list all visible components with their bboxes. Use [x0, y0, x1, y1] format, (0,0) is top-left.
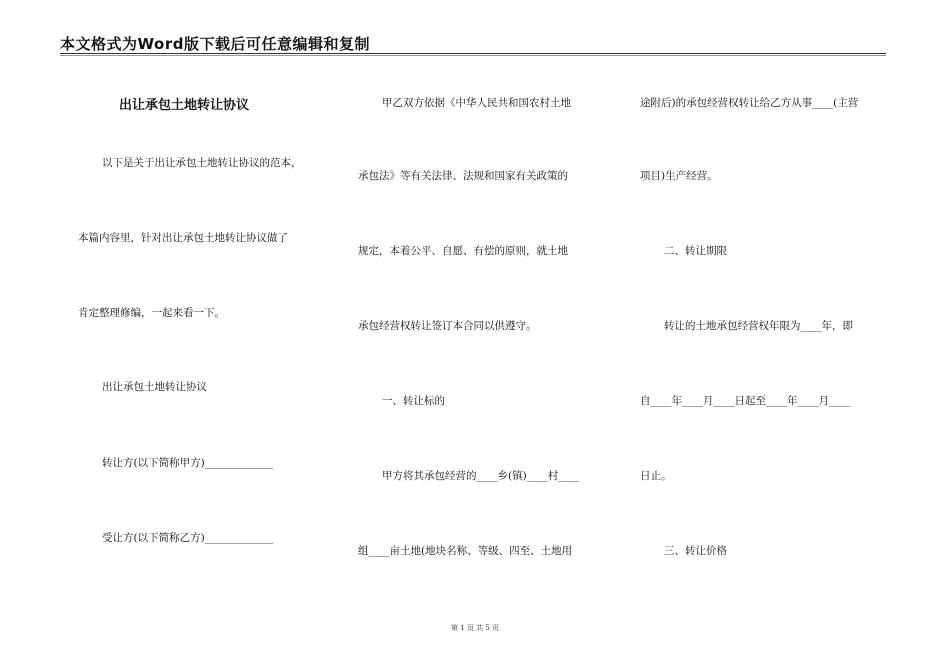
col3-line-6: 日止。	[640, 470, 672, 482]
col2-line-7: 组____亩土地(地块名称、等级、四至、土地用	[358, 545, 573, 557]
col1-transferor-line: 转让方(以下简称甲方)_____________	[102, 457, 273, 469]
col2-line-1: 甲乙双方依据《中华人民共和国农村土地	[382, 97, 571, 109]
col2-line-6: 甲方将其承包经营的____乡(镇)____村____	[382, 470, 580, 482]
col2-heading-1: 一、转让标的	[382, 395, 445, 407]
col3-heading-2: 二、转让期限	[664, 245, 727, 257]
document-title: 出让承包土地转让协议	[119, 98, 250, 113]
col3-heading-3: 三、转让价格	[664, 545, 727, 557]
col3-line-5: 自____年____月____日起至____年____月____	[640, 395, 850, 407]
header-divider-secondary	[60, 55, 886, 56]
col1-line-2: 本篇内容里，针对出让承包土地转让协议做了	[78, 232, 288, 244]
col2-line-2: 承包法》等有关法律、法规和国家有关政策的	[358, 170, 568, 182]
col1-line-3: 肯定整理修编，一起来看一下。	[78, 307, 225, 319]
col2-line-4: 承包经营权转让签订本合同以供遵守。	[358, 320, 537, 332]
col2-line-3: 规定，本着公平、自愿、有偿的原则，就土地	[358, 245, 568, 257]
col3-line-2: 项目)生产经营。	[640, 170, 718, 182]
col1-section-title: 出让承包土地转让协议	[102, 381, 207, 393]
col1-transferee-line: 受让方(以下简称乙方)_____________	[102, 532, 273, 544]
col3-line-1: 途附后)的承包经营权转让给乙方从事____(主营	[640, 97, 859, 109]
col1-line-1: 以下是关于出让承包土地转让协议的范本，	[102, 157, 302, 169]
page-header-title: 本文格式为Word版下载后可任意编辑和复制	[60, 35, 370, 53]
header-divider	[60, 53, 886, 54]
page-number-footer: 第 1 页 共 5 页	[450, 624, 500, 632]
col3-line-4: 转让的土地承包经营权年限为____年，即	[664, 320, 853, 332]
